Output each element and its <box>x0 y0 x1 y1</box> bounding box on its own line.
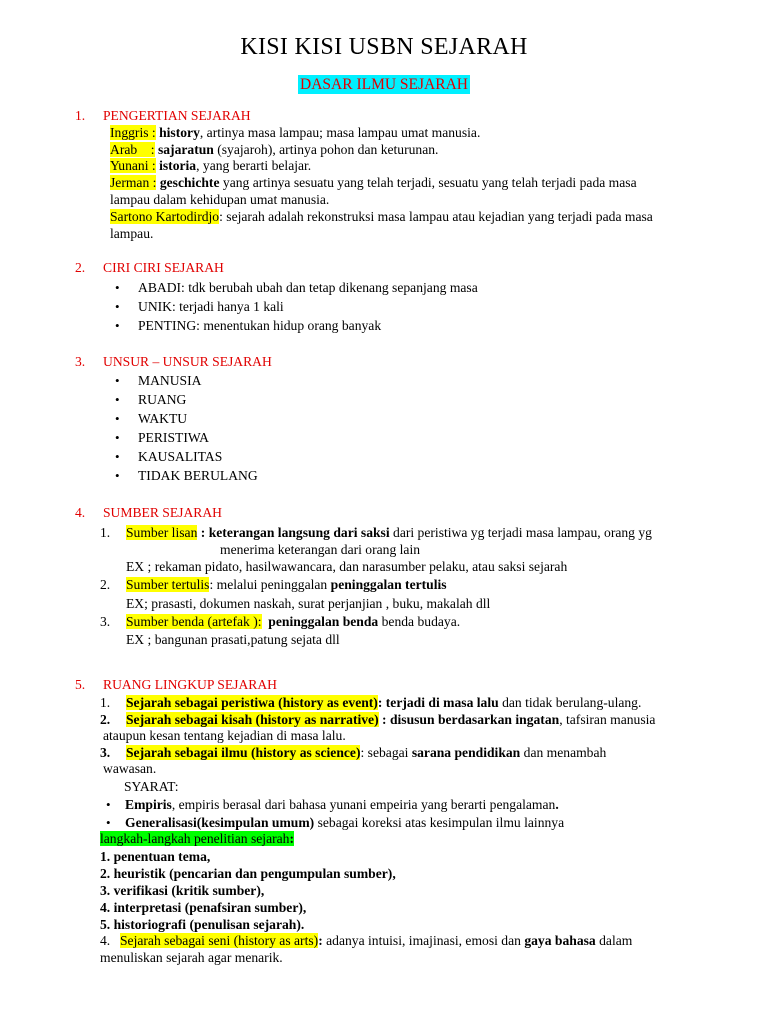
section-heading: CIRI CIRI SEJARAH <box>103 260 224 275</box>
list-item: PERISTIWA <box>138 430 209 445</box>
scope-event: Sejarah sebagai peristiwa (history as event): terjadi di masa lalu dan tidak berulang-ulang. <box>126 695 642 710</box>
bullet-icon: • <box>115 299 120 314</box>
research-step: 5. historiografi (penulisan sejarah). <box>100 917 305 932</box>
label-history-narrative: Sejarah sebagai kisah (history as narrative) <box>126 712 379 727</box>
document-title: KISI KISI USBN SEJARAH <box>240 34 528 60</box>
label-sumber-lisan: Sumber lisan <box>126 525 198 540</box>
term-istoria: istoria <box>159 158 197 173</box>
section-number: 3. <box>75 354 86 369</box>
section-number: 2. <box>75 260 86 275</box>
label-yunani: Yunani : <box>110 158 156 173</box>
document-subtitle <box>0 76 768 94</box>
term-geschichte: geschichte <box>159 175 220 190</box>
list-item: WAKTU <box>138 411 188 426</box>
bullet-icon: • <box>106 815 111 830</box>
scope-narrative: Sejarah sebagai kisah (history as narrative) : disusun berdasarkan ingatan, tafsiran manusia <box>126 712 656 727</box>
definition-jerman-cont: lampau dalam kehidupan umat manusia. <box>110 192 330 207</box>
bullet-icon: • <box>115 449 120 464</box>
list-item: PENTING: menentukan hidup orang banyak <box>138 318 382 333</box>
definition-jerman: Jerman : geschichte yang artinya sesuatu yang telah terjadi, sesuatu yang telah terjadi pada masa <box>110 175 637 190</box>
item-number: 1. <box>100 525 111 540</box>
section-heading: PENGERTIAN SEJARAH <box>103 108 251 123</box>
definition-sartono-cont: lampau. <box>110 226 154 241</box>
list-item: MANUSIA <box>138 373 202 388</box>
item-number: 4. <box>100 933 111 948</box>
item-number: 2. <box>100 577 111 592</box>
term-history: history <box>159 125 200 140</box>
list-item: KAUSALITAS <box>138 449 223 464</box>
source-oral: Sumber lisan : keterangan langsung dari saksi dari peristiwa yg terjadi masa lampau, orang yg <box>126 525 652 540</box>
label-history-science: Sejarah sebagai ilmu (history as science) <box>126 745 361 760</box>
label-inggris: Inggris : <box>110 125 156 140</box>
source-artifact: Sumber benda (artefak ): peninggalan benda benda budaya. <box>126 614 461 629</box>
label-history-arts: Sejarah sebagai seni (history as arts) <box>120 933 319 948</box>
bullet-icon: • <box>106 797 111 812</box>
label-sartono: Sartono Kartodirdjo <box>110 209 220 224</box>
scope-science-cont: wawasan. <box>103 761 157 776</box>
scope-arts-cont: menuliskan sejarah agar menarik. <box>100 950 283 965</box>
list-item: RUANG <box>138 392 187 407</box>
research-step: 2. heuristik (pencarian dan pengumpulan sumber), <box>100 866 396 881</box>
research-step: 3. verifikasi (kritik sumber), <box>100 883 265 898</box>
label-history-event: Sejarah sebagai peristiwa (history as event) <box>126 695 378 710</box>
scope-science: Sejarah sebagai ilmu (history as science): sebagai sarana pendidikan dan menambah <box>126 745 607 760</box>
bullet-icon: • <box>115 430 120 445</box>
scope-narrative-cont: ataupun kesan tentang kejadian di masa lalu. <box>103 728 346 743</box>
scope-arts: Sejarah sebagai seni (history as arts): adanya intuisi, imajinasi, emosi dan gaya bahasa dalam <box>120 933 633 948</box>
section-heading: UNSUR – UNSUR SEJARAH <box>103 354 272 369</box>
bullet-icon: • <box>115 468 120 483</box>
item-number: 1. <box>100 695 111 710</box>
source-artifact-example: EX ; bangunan prasati,patung sejata dll <box>126 632 340 647</box>
label-langkah: langkah-langkah penelitian sejarah <box>100 831 290 846</box>
label-arab: Arab : <box>110 142 155 157</box>
label-jerman: Jerman : <box>110 175 157 190</box>
source-written-example: EX; prasasti, dokumen naskah, surat perjanjian , buku, makalah dll <box>126 596 491 611</box>
definition-arab: Arab : sajaratun (syajaroh), artinya pohon dan keturunan. <box>110 142 439 157</box>
bullet-icon: • <box>115 373 120 388</box>
syarat-empiris: Empiris, empiris berasal dari bahasa yunani empeiria yang berarti pengalaman. <box>125 797 559 812</box>
section-heading: RUANG LINGKUP SEJARAH <box>103 677 277 692</box>
source-oral-example: EX ; rekaman pidato, hasilwawancara, dan narasumber pelaku, atau saksi sejarah <box>126 559 568 574</box>
source-written: Sumber tertulis: melalui peninggalan peninggalan tertulis <box>126 577 447 592</box>
subtitle-highlight: DASAR ILMU SEJARAH <box>300 76 468 93</box>
list-item: UNIK: terjadi hanya 1 kali <box>138 299 284 314</box>
research-step: 4. interpretasi (penafsiran sumber), <box>100 900 307 915</box>
research-step: 1. penentuan tema, <box>100 849 211 864</box>
bullet-icon: • <box>115 280 120 295</box>
item-number: 2. <box>100 712 111 727</box>
definition-sartono: Sartono Kartodirdjo: sejarah adalah rekonstruksi masa lampau atau kejadian yang terjadi pada masa <box>110 209 653 224</box>
section-number: 5. <box>75 677 86 692</box>
bullet-icon: • <box>115 392 120 407</box>
syarat-generalisasi: Generalisasi(kesimpulan umum) sebagai koreksi atas kesimpulan ilmu lainnya <box>125 815 565 830</box>
label-sumber-tertulis: Sumber tertulis <box>126 577 210 592</box>
bullet-icon: • <box>115 411 120 426</box>
label-sumber-benda: Sumber benda (artefak ): <box>126 614 262 629</box>
definition-inggris: Inggris : history, artinya masa lampau; masa lampau umat manusia. <box>110 125 481 140</box>
list-item: TIDAK BERULANG <box>138 468 258 483</box>
definition-yunani: Yunani : istoria, yang berarti belajar. <box>110 158 312 173</box>
list-item: ABADI: tdk berubah ubah dan tetap dikenang sepanjang masa <box>138 280 478 295</box>
section-number: 4. <box>75 505 86 520</box>
term-sajaratun: sajaratun <box>157 142 214 157</box>
research-steps-heading: langkah-langkah penelitian sejarah: <box>100 831 295 846</box>
section-heading: SUMBER SEJARAH <box>103 505 222 520</box>
syarat-label: SYARAT: <box>124 779 179 794</box>
bullet-icon: • <box>115 318 120 333</box>
source-oral-cont: menerima keterangan dari orang lain <box>220 542 421 557</box>
section-number: 1. <box>75 108 86 123</box>
item-number: 3. <box>100 745 111 760</box>
item-number: 3. <box>100 614 111 629</box>
